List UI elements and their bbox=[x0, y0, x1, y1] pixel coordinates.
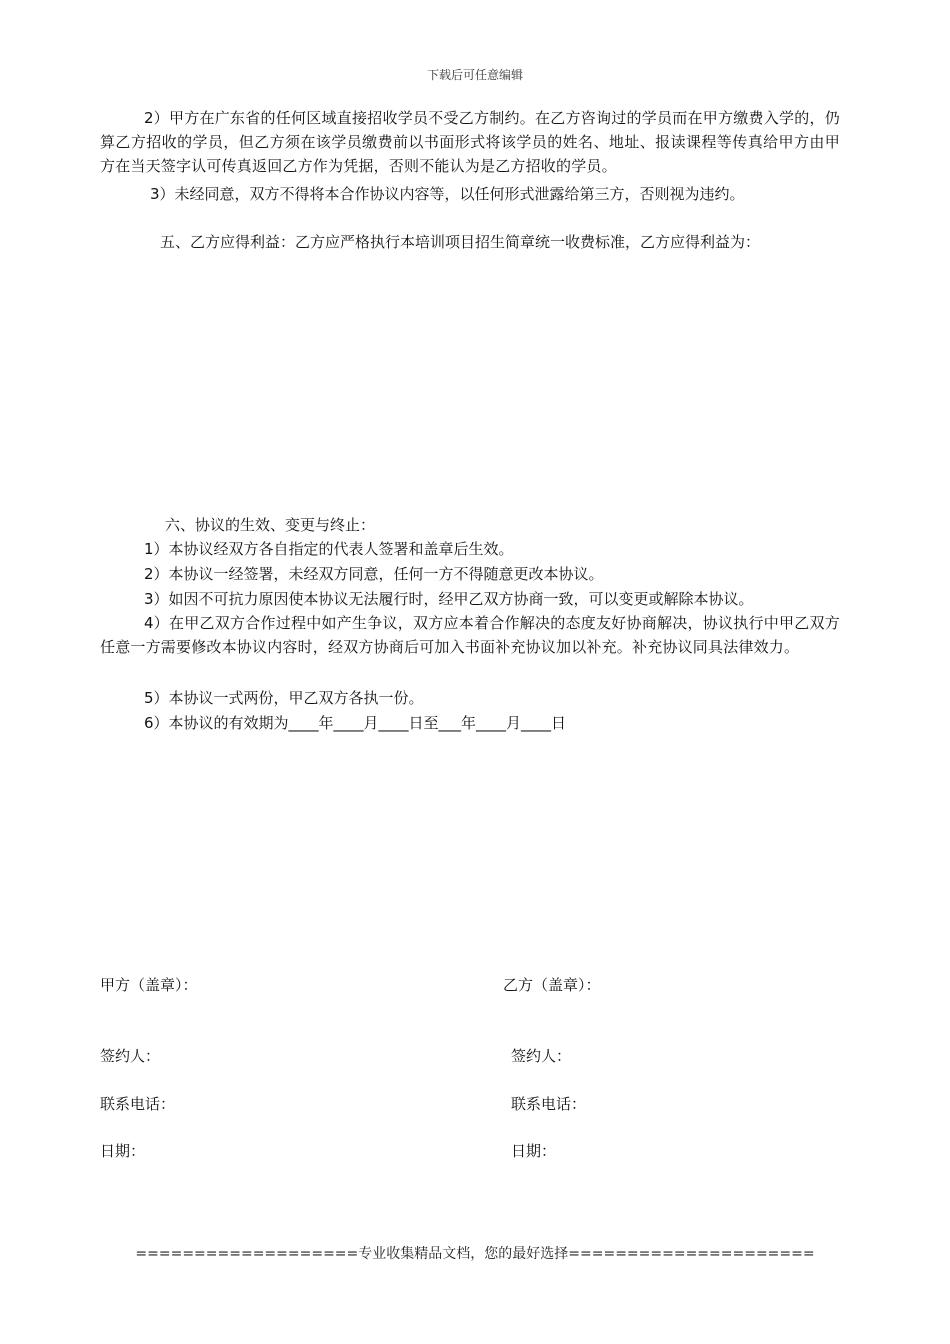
section6-item-6: 6）本协议的有效期为____年____月____日至___年____月____日 bbox=[144, 714, 567, 732]
section6-item-5: 5）本协议一式两份，甲乙双方各执一份。 bbox=[144, 689, 424, 707]
footer-note: ===================专业收集精品文档，您的最好选择===================== bbox=[135, 1246, 815, 1262]
party-b-signer: 签约人： bbox=[511, 1047, 572, 1065]
party-a-seal: 甲方（盖章）： bbox=[100, 976, 198, 994]
section5-heading: 五、乙方应得利益：乙方应严格执行本培训项目招生简章统一收费标准，乙方应得利益为： bbox=[160, 233, 761, 251]
section4-item3: 3）未经同意，双方不得将本合作协议内容等，以任何形式泄露给第三方，否则视为违约。 bbox=[150, 185, 745, 203]
section6-item-1: 1）本协议经双方各自指定的代表人签署和盖章后生效。 bbox=[144, 540, 514, 558]
section6-heading: 六、协议的生效、变更与终止： bbox=[165, 516, 376, 534]
party-b-seal: 乙方（盖章）： bbox=[503, 976, 601, 994]
party-b-phone: 联系电话： bbox=[511, 1095, 587, 1113]
header-note: 下载后可任意编辑 bbox=[426, 68, 523, 82]
party-a-date: 日期： bbox=[100, 1142, 146, 1160]
party-b-date: 日期： bbox=[511, 1142, 557, 1160]
section4-item2: 2）甲方在广东省的任何区域直接招收学员不受乙方制约。在乙方咨询过的学员而在甲方缴费入学的，仍算乙方招收的学员，但乙方须在该学员缴费前以书面形式将该学员的姓名、地址、报读课程等传真给甲方由甲方在当天签字认可传真返回乙方作为凭据，否则不能认为是乙方招收的学员。 bbox=[100, 109, 840, 175]
section6-item-2: 2）本协议一经签署，未经双方同意，任何一方不得随意更改本协议。 bbox=[144, 565, 604, 583]
section6-item-4: 4）在甲乙双方合作过程中如产生争议，双方应本着合作解决的态度友好协商解决，协议执行中甲乙双方任意一方需要修改本协议内容时，经双方协商后可加入书面补充协议加以补充。补充协议同具法律效力。 bbox=[100, 614, 840, 656]
party-a-phone: 联系电话： bbox=[100, 1095, 176, 1113]
section6-item-3: 3）如因不可抗力原因使本协议无法履行时，经甲乙双方协商一致，可以变更或解除本协议。 bbox=[144, 590, 754, 608]
party-a-signer: 签约人： bbox=[100, 1047, 161, 1065]
